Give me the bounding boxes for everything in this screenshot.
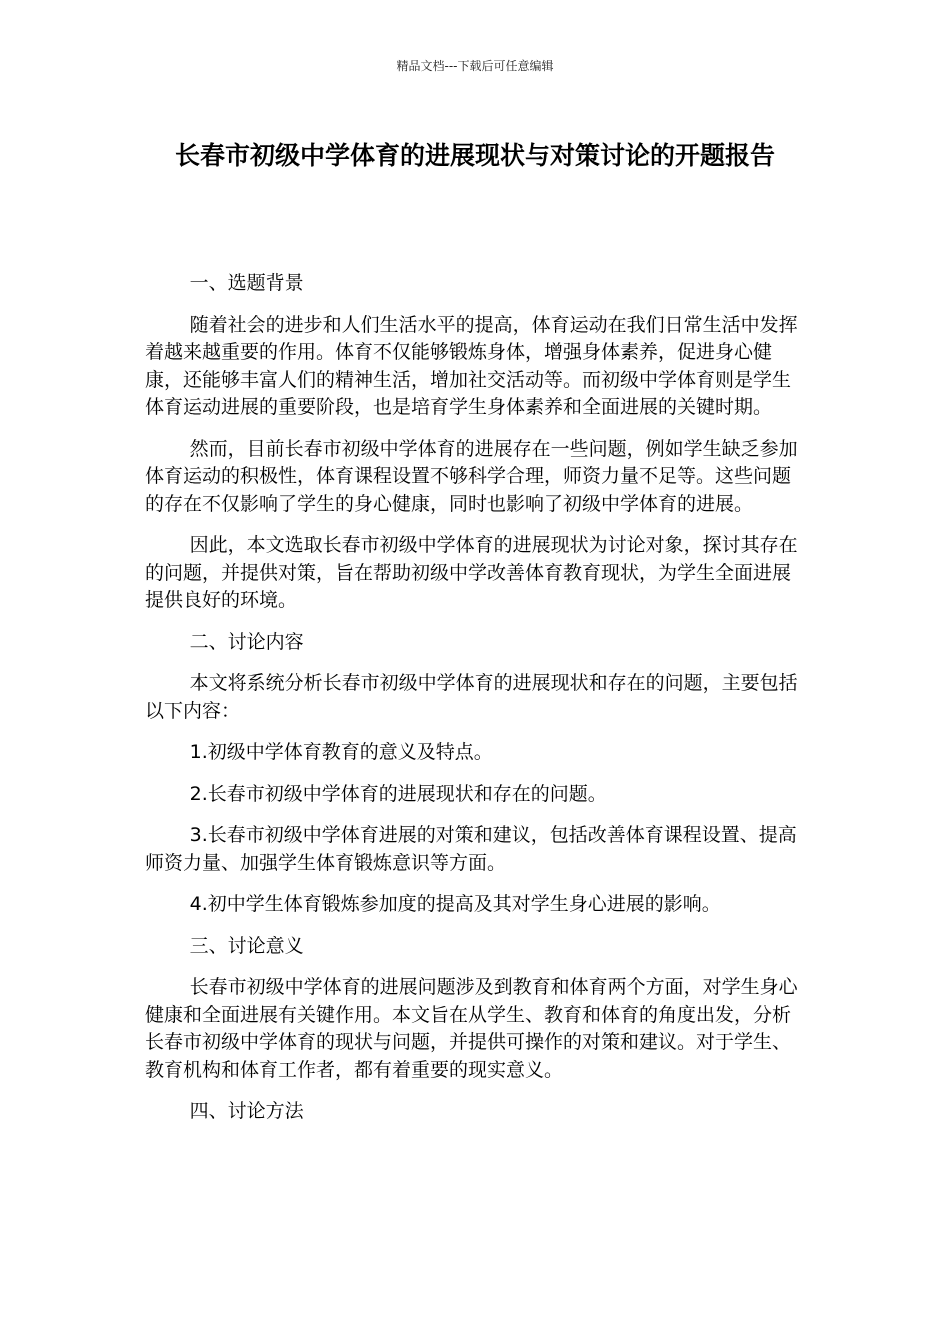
document-title: 长春市初级中学体育的进展现状与对策讨论的开题报告: [174, 141, 775, 170]
section-heading-significance: 三、讨论意义: [189, 934, 304, 957]
list-item: 1.初级中学体育教育的意义及特点。: [189, 741, 493, 763]
section-heading-method: 四、讨论方法: [189, 1100, 304, 1122]
paragraph: 因此，本文选取长春市初级中学体育的进展现状为讨论对象，探讨其存在的问题，并提供对策，旨在帮助初级中学改善体育教育现状，为学生全面进展提供良好的环境。: [145, 534, 798, 611]
page-header: 精品文档---下载后可任意编辑: [396, 59, 554, 73]
document-body: [145, 270, 805, 1140]
section-heading-background: 一、选题背景: [189, 272, 304, 294]
paragraph: 长春市初级中学体育的进展问题涉及到教育和体育两个方面，对学生身心健康和全面进展有关键作用。本文旨在从学生、教育和体育的角度出发，分析长春市初级中学体育的现状与问题，并提供可操作的对策和建议。对于学生、教育机构和体育工作者，都有着重要的现实意义。: [145, 976, 798, 1081]
paragraph: 随着社会的进步和人们生活水平的提高，体育运动在我们日常生活中发挥着越来越重要的作用。体育不仅能够锻炼身体，增强身体素养，促进身心健康，还能够丰富人们的精神生活，增加社交活动等。而初级中学体育则是学生体育运动进展的重要阶段，也是培育学生身体素养和全面进展的关键时期。: [145, 313, 798, 418]
paragraph: 本文将系统分析长春市初级中学体育的进展现状和存在的问题，主要包括以下内容：: [145, 672, 798, 722]
paragraph: 然而，目前长春市初级中学体育的进展存在一些问题，例如学生缺乏参加体育运动的积极性，体育课程设置不够科学合理，师资力量不足等。这些问题的存在不仅影响了学生的身心健康，同时也影响了初级中学体育的进展。: [145, 437, 798, 515]
list-item: 3.长春市初级中学体育进展的对策和建议，包括改善体育课程设置、提高师资力量、加强学生体育锻炼意识等方面。: [145, 824, 797, 874]
list-item: 4.初中学生体育锻炼参加度的提高及其对学生身心进展的影响。: [189, 893, 721, 915]
section-heading-content: 二、讨论内容: [189, 630, 304, 653]
list-item: 2.长春市初级中学体育的进展现状和存在的问题。: [189, 782, 607, 805]
